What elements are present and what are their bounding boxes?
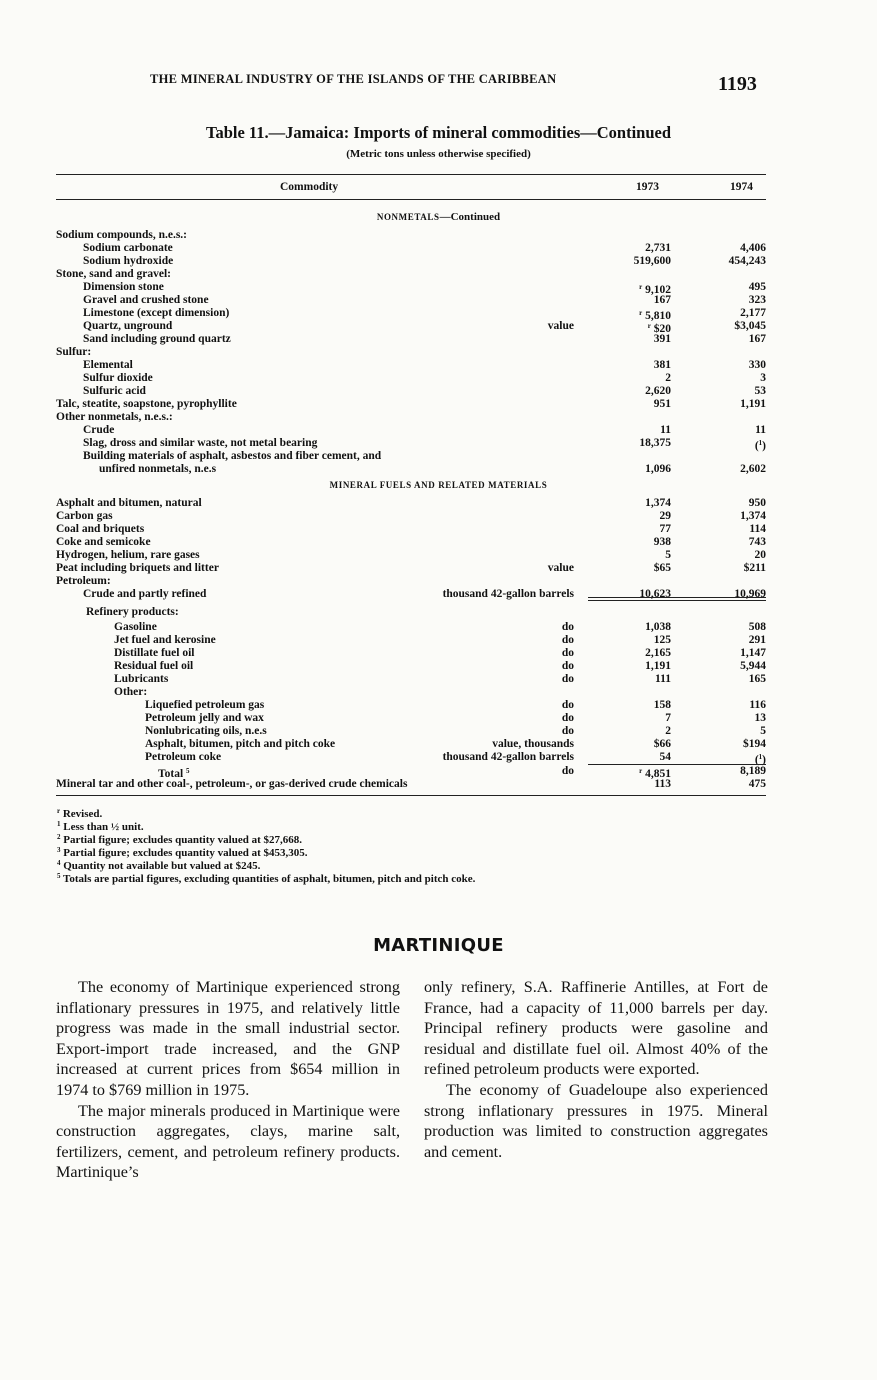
- value-1974: 454,243: [728, 255, 766, 267]
- value-1973: 1,191: [645, 660, 671, 672]
- table-row: [0, 738, 877, 751]
- table-row: [0, 411, 877, 424]
- row-label: Sodium hydroxide: [83, 255, 174, 267]
- value-1974: 330: [748, 359, 766, 371]
- table-row: [0, 294, 877, 307]
- value-1973: $65: [653, 562, 671, 574]
- value-1974: $211: [743, 562, 766, 574]
- row-unit: do: [561, 673, 574, 685]
- value-1973: 2: [665, 372, 671, 384]
- row-label: Total $^5$: [158, 767, 190, 780]
- row-unit: value: [547, 562, 574, 574]
- table-row: [0, 242, 877, 255]
- value-1973: 18,375: [639, 437, 671, 449]
- row-label: Hydrogen, helium, rare gases: [56, 549, 200, 561]
- table-row: [0, 320, 877, 333]
- value-1974: 495: [748, 281, 766, 293]
- table-row: [0, 751, 877, 764]
- table-row: [0, 333, 877, 346]
- row-label: Mineral tar and other coal-, petroleum-, or gas-derived crude chemicals: [56, 778, 408, 790]
- table-row: [0, 463, 877, 476]
- table-title: Table 11.—Jamaica: Imports of mineral commodities—Continued: [205, 123, 672, 142]
- footnote: $^1$ Less than ½ unit.: [57, 820, 144, 833]
- row-label: Residual fuel oil: [114, 660, 194, 672]
- row-label: Other nonmetals, n.e.s.:: [56, 411, 173, 423]
- row-label: Carbon gas: [56, 510, 113, 522]
- value-1974: 11: [755, 424, 766, 436]
- value-1973: $^r$ 9,102: [639, 283, 671, 296]
- value-1973: $66: [653, 738, 671, 750]
- running-header: THE MINERAL INDUSTRY OF THE ISLANDS OF THE CARIBBEAN: [150, 72, 557, 86]
- value-1973: 29: [659, 510, 671, 522]
- value-1974: 13: [754, 712, 766, 724]
- table-row: [0, 634, 877, 647]
- table-row: [0, 385, 877, 398]
- table-bottom-rule: [56, 795, 766, 796]
- row-unit: do: [561, 621, 574, 633]
- row-label: Asphalt, bitumen, pitch and pitch coke: [145, 738, 336, 750]
- row-unit: do: [561, 660, 574, 672]
- value-1974: 323: [748, 294, 766, 306]
- table-row: [0, 372, 877, 385]
- row-label: Sodium carbonate: [83, 242, 173, 254]
- table-row: [0, 307, 877, 320]
- value-1973: 167: [653, 294, 671, 306]
- value-1974: 291: [748, 634, 766, 646]
- row-label: Sulfuric acid: [83, 385, 146, 397]
- value-1973: 2: [665, 725, 671, 737]
- value-1973: 113: [654, 778, 671, 790]
- row-label: Sand including ground quartz: [83, 333, 231, 345]
- row-label: Nonlubricating oils, n.e.s: [145, 725, 267, 737]
- value-1973: $^r$ 4,851: [639, 767, 671, 780]
- row-unit: thousand 42-gallon barrels: [442, 588, 574, 600]
- value-1974: 5,944: [740, 660, 766, 672]
- row-label: Gravel and crushed stone: [83, 294, 209, 306]
- column-header-1973: 1973: [636, 181, 659, 193]
- value-1973: 2,620: [645, 385, 671, 397]
- row-unit: thousand 42-gallon barrels: [442, 751, 574, 763]
- table-row: [0, 712, 877, 725]
- table-row: [0, 647, 877, 660]
- row-unit: do: [561, 712, 574, 724]
- value-1973: 11: [660, 424, 671, 436]
- value-1974: 1,191: [740, 398, 766, 410]
- table-row: [0, 725, 877, 738]
- value-1974: ($^1$): [754, 439, 766, 452]
- value-1974: 1,147: [740, 647, 766, 659]
- value-1973: 125: [653, 634, 671, 646]
- column-header-1974: 1974: [730, 181, 753, 193]
- row-label: Building materials of asphalt, asbestos and fiber cement, and: [83, 450, 382, 462]
- row-label: Crude and partly refined: [83, 588, 207, 600]
- column-header-commodity: Commodity: [280, 181, 339, 193]
- value-1973: 519,600: [633, 255, 671, 267]
- table-row: [0, 778, 877, 791]
- table-row: [0, 549, 877, 562]
- row-label: Sulfur:: [56, 346, 92, 358]
- value-1973: 951: [653, 398, 671, 410]
- row-label: Coke and semicoke: [56, 536, 151, 548]
- value-1973: 2,165: [645, 647, 671, 659]
- footnote: $^r$ Revised.: [57, 807, 103, 820]
- footnote: $^4$ Quantity not available but valued at $245.: [57, 859, 261, 872]
- table-row: [0, 398, 877, 411]
- paragraph: The economy of Guadeloupe also experienced strong inflationary pressures in 1975. Mineral production was limited to construction aggregates and cement.: [424, 1080, 768, 1161]
- row-label: Petroleum jelly and wax: [145, 712, 264, 724]
- row-label: Refinery products:: [86, 606, 179, 618]
- row-label: Stone, sand and gravel:: [56, 268, 172, 280]
- footnote: $^2$ Partial figure; excludes quantity valued at $27,668.: [57, 833, 302, 846]
- table-row: [0, 268, 877, 281]
- value-1973: 54: [659, 751, 671, 763]
- row-label: Sulfur dioxide: [83, 372, 153, 384]
- row-label: Slag, dross and similar waste, not metal bearing: [83, 437, 318, 449]
- row-label: Dimension stone: [83, 281, 164, 293]
- value-1973: 1,374: [645, 497, 671, 509]
- value-1974: ($^1$): [754, 753, 766, 766]
- value-1973: 10,623: [639, 588, 671, 600]
- row-unit: value: [547, 320, 574, 332]
- value-1974: $3,045: [734, 320, 766, 332]
- table-row: [0, 660, 877, 673]
- row-unit: value, thousands: [492, 738, 574, 750]
- value-1973: $^r$ 5,810: [639, 309, 671, 322]
- value-1973: 7: [665, 712, 671, 724]
- table-row: [0, 621, 877, 634]
- row-label: Asphalt and bitumen, natural: [56, 497, 202, 509]
- table-row: [0, 575, 877, 588]
- row-label: Liquefied petroleum gas: [145, 699, 265, 711]
- value-1974: 2,602: [740, 463, 766, 475]
- table-row: [0, 359, 877, 372]
- row-label: Petroleum coke: [145, 751, 222, 763]
- table-row: [0, 229, 877, 242]
- value-1974: 475: [748, 778, 766, 790]
- table-subtitle: (Metric tons unless otherwise specified): [346, 148, 531, 160]
- row-label: Other:: [114, 686, 148, 698]
- table-row: [0, 523, 877, 536]
- row-label: Coal and briquets: [56, 523, 145, 535]
- row-label: Gasoline: [114, 621, 157, 633]
- value-1974: 20: [754, 549, 766, 561]
- row-label: Quartz, unground: [83, 320, 173, 332]
- row-unit: do: [561, 765, 574, 777]
- paragraph: only refinery, S.A. Raffinerie Antilles, at Fort de France, had a capacity of 11,000 barrels per day. Principal refinery products were gasoline and residual and distillate fuel oil. Almost 40% of the refined petroleum products were exported.: [424, 978, 768, 1079]
- paragraph: The major minerals produced in Martinique were construction aggregates, clays, marine salt, fertilizers, cement, and petroleum refinery products. Martinique’s: [56, 1101, 400, 1182]
- section-title-nonmetals: NONMETALS—Continued: [376, 211, 501, 223]
- value-1974: 1,374: [740, 510, 766, 522]
- value-1974: 167: [748, 333, 766, 345]
- row-unit: do: [561, 725, 574, 737]
- row-label: unfired nonmetals, n.e.s: [99, 463, 217, 475]
- left-column: [56, 977, 400, 1183]
- value-1974: 3: [760, 372, 766, 384]
- row-label: Lubricants: [114, 673, 169, 685]
- table-row: [0, 699, 877, 712]
- value-1973: 111: [655, 673, 671, 685]
- table-row: [0, 346, 877, 359]
- row-label: Talc, steatite, soapstone, pyrophyllite: [56, 398, 237, 410]
- table-row: [0, 450, 877, 463]
- table-header-rule: [56, 199, 766, 200]
- total-rule: [588, 764, 766, 765]
- table-row: [0, 497, 877, 510]
- table-top-rule: [56, 174, 766, 175]
- value-1973: 5: [665, 549, 671, 561]
- row-unit: do: [561, 647, 574, 659]
- crude-double-rule-bottom: [588, 600, 766, 601]
- crude-double-rule-top: [588, 597, 766, 598]
- value-1974: $194: [743, 738, 766, 750]
- value-1974: 165: [748, 673, 766, 685]
- table-row: [0, 536, 877, 549]
- table-row: [0, 673, 877, 686]
- row-label: Distillate fuel oil: [114, 647, 195, 659]
- value-1973: $^r$ $20: [647, 322, 671, 335]
- table-row: [0, 255, 877, 268]
- row-label: Jet fuel and kerosine: [114, 634, 216, 646]
- row-label: Peat including briquets and litter: [56, 562, 219, 574]
- value-1973: 77: [659, 523, 671, 535]
- value-1973: 2,731: [645, 242, 671, 254]
- value-1974: 950: [748, 497, 766, 509]
- value-1974: 508: [748, 621, 766, 633]
- table-row: [0, 424, 877, 437]
- value-1974: 114: [749, 523, 766, 535]
- row-label: Elemental: [83, 359, 133, 371]
- value-1974: 2,177: [740, 307, 766, 319]
- footnote: $^3$ Partial figure; excludes quantity valued at $453,305.: [57, 846, 308, 859]
- value-1974: 8,189: [740, 765, 766, 777]
- table-row: [0, 510, 877, 523]
- page-number: 1193: [718, 73, 757, 95]
- value-1974: 116: [749, 699, 766, 711]
- value-1974: 10,969: [734, 588, 766, 600]
- table-row: [0, 562, 877, 575]
- value-1974: 53: [754, 385, 766, 397]
- table-row: [0, 765, 877, 778]
- value-1973: 1,038: [645, 621, 671, 633]
- row-unit: do: [561, 699, 574, 711]
- section-title-mineral-fuels: MINERAL FUELS AND RELATED MATERIALS: [329, 480, 548, 490]
- table-row: [0, 606, 877, 619]
- row-label: Limestone (except dimension): [83, 307, 230, 319]
- value-1974: 4,406: [740, 242, 766, 254]
- section-heading: MARTINIQUE: [373, 935, 504, 956]
- table-row: [0, 281, 877, 294]
- table-row: [0, 686, 877, 699]
- value-1974: 743: [748, 536, 766, 548]
- footnote: $^5$ Totals are partial figures, excluding quantities of asphalt, bitumen, pitch and pitch coke.: [57, 872, 476, 885]
- row-unit: do: [561, 634, 574, 646]
- right-column: [424, 977, 768, 1162]
- row-label: Petroleum:: [56, 575, 111, 587]
- row-label: Sodium compounds, n.e.s.:: [56, 229, 188, 241]
- value-1973: 938: [653, 536, 671, 548]
- table-row: [0, 437, 877, 450]
- value-1973: 1,096: [645, 463, 671, 475]
- value-1973: 158: [653, 699, 671, 711]
- row-label: Crude: [83, 424, 115, 436]
- value-1974: 5: [760, 725, 766, 737]
- paragraph: The economy of Martinique experienced strong inflationary pressures in 1975, and relatively little progress was made in the small industrial sector. Export-import trade increased, and the GNP increased at current prices from $654 million in 1974 to $769 million in 1975.: [56, 978, 400, 1099]
- value-1973: 391: [653, 333, 671, 345]
- value-1973: 381: [653, 359, 671, 371]
